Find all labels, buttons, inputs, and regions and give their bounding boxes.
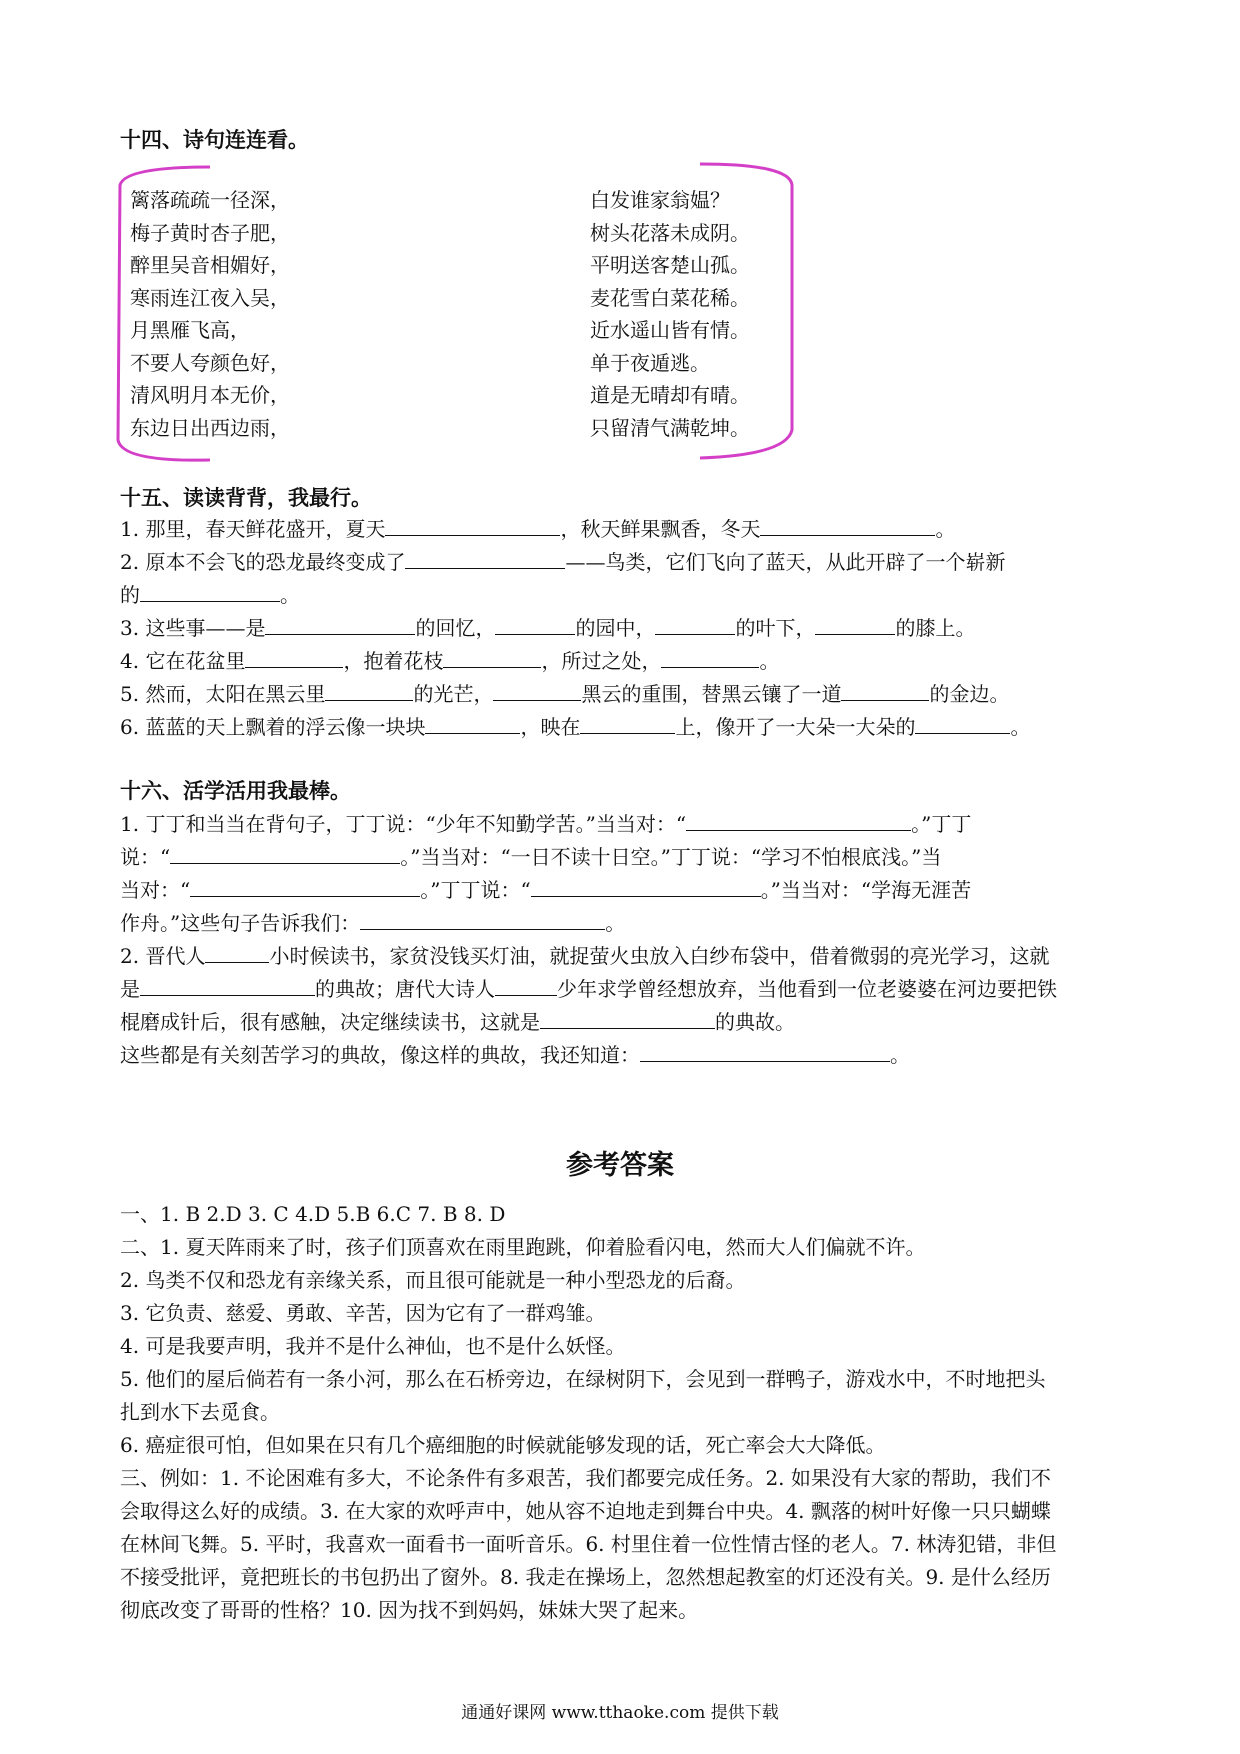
text: 2. 原本不会飞的恐龙最终变成了 bbox=[120, 550, 406, 574]
text: 棍磨成针后，很有感触，决定继续读书，这就是 bbox=[120, 1010, 540, 1034]
answer-line: 2. 鸟类不仅和恐龙有亲缘关系，而且很可能就是一种小型恐龙的后裔。 bbox=[120, 1268, 746, 1292]
poem-right-line: 单于夜遁逃。 bbox=[590, 350, 710, 375]
answer-line: 三、例如：1. 不论困难有多大，不论条件有多艰苦，我们都要完成任务。2. 如果没有大家的帮助，我们不 bbox=[120, 1466, 1051, 1490]
text: 少年求学曾经想放弃，当他看到一位老婆婆在河边要把铁 bbox=[557, 977, 1057, 1001]
answer-blank[interactable] bbox=[580, 713, 675, 734]
text: 。 bbox=[759, 649, 780, 673]
question-16-2-cont bbox=[120, 973, 1130, 1002]
answer-blank[interactable] bbox=[443, 647, 541, 668]
text: 的典故；唐代大诗人 bbox=[315, 977, 495, 1001]
question-15-1 bbox=[120, 513, 1130, 542]
poem-left-line: 寒雨连江夜入吴， bbox=[130, 285, 290, 310]
answer-line: 3. 它负责、慈爱、勇敢、辛苦，因为它有了一群鸡雏。 bbox=[120, 1301, 606, 1325]
text: 作舟。”这些句子告诉我们： bbox=[120, 911, 361, 935]
text: ，所过之处， bbox=[541, 649, 662, 673]
text: 。 bbox=[605, 911, 626, 935]
section-14-title: 十四、诗句连连看。 bbox=[120, 128, 309, 152]
poem-left-line: 东边日出西边雨， bbox=[130, 415, 290, 440]
answer-blank[interactable] bbox=[661, 647, 759, 668]
answer-line: 5. 他们的屋后倘若有一条小河，那么在石桥旁边，在绿树阴下，会见到一群鸭子，游戏水中，不时地把头 bbox=[120, 1367, 1046, 1391]
question-15-5 bbox=[120, 678, 1130, 707]
question-15-4 bbox=[120, 645, 1130, 674]
text: 。 bbox=[1010, 715, 1031, 739]
answer-blank[interactable] bbox=[190, 876, 420, 897]
answer-line: 4. 可是我要声明，我并不是什么神仙，也不是什么妖怪。 bbox=[120, 1334, 626, 1358]
poem-right-column bbox=[590, 184, 750, 444]
text: ，抱着花枝 bbox=[343, 649, 444, 673]
answer-line: 6. 癌症很可怕，但如果在只有几个癌细胞的时候就能够发现的话，死亡率会大大降低。 bbox=[120, 1433, 886, 1457]
poem-left-line: 不要人夸颜色好， bbox=[130, 350, 290, 375]
poem-right-line: 麦花雪白菜花稀。 bbox=[590, 285, 750, 310]
answer-blank[interactable] bbox=[425, 713, 520, 734]
poem-right-line: 只留清气满乾坤。 bbox=[590, 415, 750, 440]
text: 的金边。 bbox=[929, 682, 1010, 706]
text: 。 bbox=[280, 583, 300, 607]
answer-blank[interactable] bbox=[265, 614, 415, 635]
answers-title: 参考答案 bbox=[566, 1150, 674, 1181]
text: 6. 蓝蓝的天上飘着的浮云像一块块 bbox=[120, 715, 426, 739]
poem-right-line: 树头花落未成阴。 bbox=[590, 220, 750, 245]
text: 1. 那里，春天鲜花盛开，夏天 bbox=[120, 517, 386, 541]
text: 的光芒， bbox=[413, 682, 494, 706]
answer-blank[interactable] bbox=[495, 614, 575, 635]
text: 。”丁丁 bbox=[911, 812, 972, 836]
answer-blank[interactable] bbox=[360, 909, 605, 930]
page-footer: 通通好课网 www.tthaoke.com 提供下载 bbox=[461, 1703, 779, 1723]
question-16-2-cont bbox=[120, 1006, 1130, 1035]
text: 。”丁丁说：“ bbox=[420, 878, 531, 902]
text: ，秋天鲜果飘香，冬天 bbox=[560, 517, 761, 541]
answer-blank[interactable] bbox=[140, 581, 280, 602]
question-16-2 bbox=[120, 940, 1130, 969]
text: ，映在 bbox=[520, 715, 581, 739]
text: 这些都是有关刻苦学习的典故，像这样的典故，我还知道： bbox=[120, 1043, 640, 1067]
answer-blank[interactable] bbox=[686, 810, 911, 831]
poem-left-line: 篱落疏疏一径深， bbox=[130, 188, 290, 212]
question-16-1 bbox=[120, 808, 1130, 837]
text: 4. 它在花盆里 bbox=[120, 649, 246, 673]
poem-right-line: 平明送客楚山孤。 bbox=[590, 253, 750, 277]
text: 的典故。 bbox=[715, 1010, 795, 1034]
text: 。 bbox=[935, 517, 956, 541]
text: 是 bbox=[120, 977, 140, 1001]
answer-blank[interactable] bbox=[170, 843, 400, 864]
answer-blank[interactable] bbox=[760, 515, 935, 536]
text: 上，像开了一大朵一大朵的 bbox=[675, 715, 916, 739]
text: 小时候读书，家贫没钱买灯油，就捉萤火虫放入白纱布袋中，借着微弱的亮光学习，这就 bbox=[269, 944, 1050, 968]
text: 说：“ bbox=[120, 845, 171, 869]
answer-blank[interactable] bbox=[531, 876, 761, 897]
answer-line: 不接受批评，竟把班长的书包扔出了窗外。8. 我走在操场上，忽然想起教室的灯还没有关。9. 是什么经历 bbox=[120, 1565, 1051, 1589]
poem-left-line: 梅子黄时杏子肥， bbox=[130, 220, 290, 245]
text: 5. 然而，太阳在黑云里 bbox=[120, 682, 326, 706]
text: 当对：“ bbox=[120, 878, 191, 902]
answer-blank[interactable] bbox=[495, 975, 557, 996]
answer-line: 一、1. B 2.D 3. C 4.D 5.B 6.C 7. B 8. D bbox=[120, 1202, 506, 1226]
text: ——鸟类，它们飞向了蓝天，从此开辟了一个崭新 bbox=[565, 550, 1006, 574]
question-16-2-cont bbox=[120, 1039, 1130, 1068]
question-16-1-cont bbox=[120, 874, 1130, 903]
answer-line: 二、1. 夏天阵雨来了时，孩子们顶喜欢在雨里跑跳，仰着脸看闪电，然而大人们偏就不许。 bbox=[120, 1235, 926, 1259]
poem-right-line: 道是无晴却有晴。 bbox=[590, 383, 750, 407]
text: 3. 这些事——是 bbox=[120, 616, 266, 640]
answer-line: 在林间飞舞。5. 平时，我喜欢一面看书一面听音乐。6. 村里住着一位性情古怪的老人。7. 林涛犯错，非但 bbox=[120, 1532, 1057, 1556]
question-16-1-cont bbox=[120, 841, 1130, 870]
poem-left-line: 醉里吴音相媚好， bbox=[130, 253, 290, 277]
text: 黑云的重围，替黑云镶了一道 bbox=[581, 682, 842, 706]
answer-line: 彻底改变了哥哥的性格？10. 因为找不到妈妈，妹妹大哭了起来。 bbox=[120, 1598, 699, 1622]
answer-blank[interactable] bbox=[640, 1041, 890, 1062]
answer-blank[interactable] bbox=[325, 680, 413, 701]
poem-left-column bbox=[130, 184, 290, 444]
text: 。”当当对：“一日不读十日空。”丁丁说：“学习不怕根底浅。”当 bbox=[400, 845, 942, 869]
question-16-1-cont bbox=[120, 907, 1130, 936]
answer-line: 扎到水下去觅食。 bbox=[120, 1400, 280, 1424]
section-15-title: 十五、读读背背，我最行。 bbox=[120, 486, 372, 510]
text: 2. 晋代人 bbox=[120, 944, 206, 968]
answer-blank[interactable] bbox=[815, 614, 895, 635]
question-15-2 bbox=[120, 546, 1130, 575]
text: 。 bbox=[890, 1043, 910, 1067]
text: 。”当当对：“学海无涯苦 bbox=[760, 878, 972, 902]
answer-blank[interactable] bbox=[493, 680, 581, 701]
text: 的 bbox=[120, 583, 140, 607]
text: 的叶下， bbox=[735, 616, 816, 640]
question-15-2-cont bbox=[120, 579, 1130, 608]
poem-left-line: 清风明月本无价， bbox=[130, 383, 290, 407]
answer-blank[interactable] bbox=[140, 975, 315, 996]
answer-blank[interactable] bbox=[245, 647, 343, 668]
question-15-3 bbox=[120, 612, 1130, 641]
answer-blank[interactable] bbox=[540, 1008, 715, 1029]
answer-line: 会取得这么好的成绩。3. 在大家的欢呼声中，她从容不迫地走到舞台中央。4. 飘落的树叶好像一只只蝴蝶 bbox=[120, 1499, 1051, 1523]
poem-right-line: 近水遥山皆有情。 bbox=[590, 318, 750, 342]
text: 的膝上。 bbox=[895, 616, 976, 640]
answer-blank[interactable] bbox=[385, 515, 560, 536]
section-16-title: 十六、活学活用我最棒。 bbox=[120, 779, 351, 803]
answer-blank[interactable] bbox=[405, 548, 565, 569]
answer-blank[interactable] bbox=[915, 713, 1010, 734]
answer-blank[interactable] bbox=[655, 614, 735, 635]
text: 的园中， bbox=[575, 616, 656, 640]
answer-blank[interactable] bbox=[205, 942, 269, 963]
poem-right-line: 白发谁家翁媪？ bbox=[590, 188, 730, 212]
text: 1. 丁丁和当当在背句子，丁丁说：“少年不知勤学苦。”当当对：“ bbox=[120, 812, 687, 836]
poem-left-line: 月黑雁飞高， bbox=[130, 318, 250, 342]
answer-blank[interactable] bbox=[841, 680, 929, 701]
text: 的回忆， bbox=[415, 616, 496, 640]
question-15-6 bbox=[120, 711, 1130, 740]
